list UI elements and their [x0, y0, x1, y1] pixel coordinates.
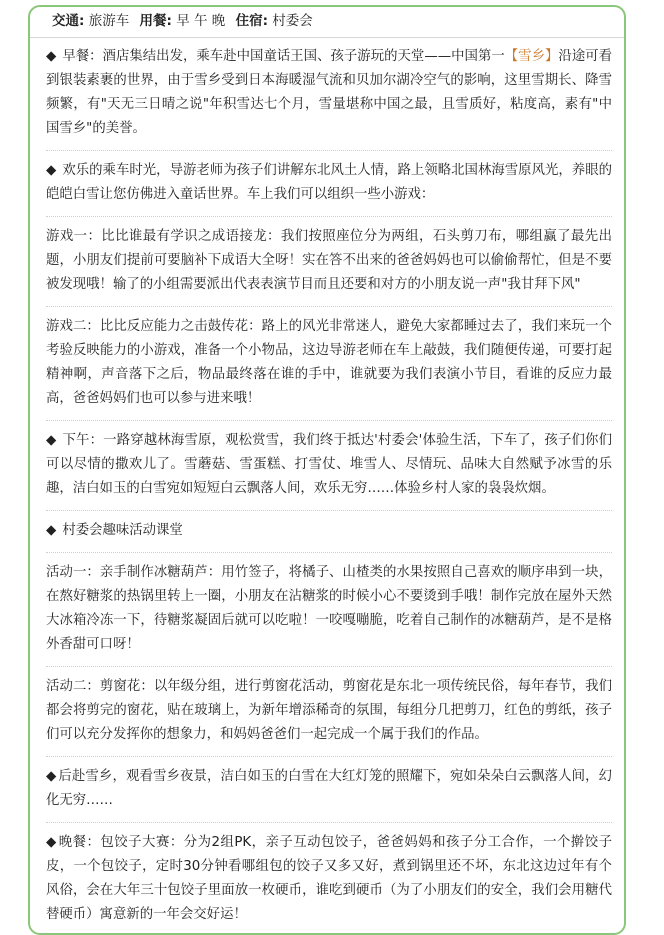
paragraph-activity-one	[46, 553, 612, 667]
paragraph-bus-ride	[46, 151, 612, 217]
paragraph-night-view	[46, 757, 612, 823]
diamond-bullet-icon: ◆	[46, 523, 57, 538]
diamond-bullet-icon: ◆	[46, 835, 57, 850]
paragraph-text: 村委会趣味活动课堂	[62, 523, 183, 538]
paragraph-text: 活动一：亲手制作冰糖葫芦：用竹签子，将橘子、山楂类的水果按照自己喜欢的顺序串到一块，在熬好糖浆的热锅里转上一圈，小朋友在沾糖浆的时候小心不要烫到手哦！制作完放在屋外天然大冰箱冷冻一下，待糖浆凝固后就可以吃啦！一咬嘎嘣脆，吃着自己制作的冰糖葫芦，是不是格外香甜可口呀！	[46, 565, 612, 652]
paragraph-afternoon	[46, 421, 612, 511]
lodging-info	[236, 13, 313, 29]
diamond-bullet-icon: ◆	[46, 433, 57, 448]
paragraph-game-two	[46, 307, 612, 421]
meals-info	[140, 13, 230, 29]
paragraph-text: 欢乐的乘车时光，导游老师为孩子们讲解东北风土人情，路上领略北国林海雪原风光，养眼的皑皑白雪让您仿佛进入童话世界。车上我们可以组织一些小游戏：	[46, 163, 612, 202]
itinerary-card	[28, 5, 626, 935]
diamond-bullet-icon: ◆	[46, 163, 57, 178]
paragraph-breakfast	[46, 37, 612, 151]
transport-info	[52, 13, 134, 29]
meals-label: 用餐:	[139, 13, 172, 29]
paragraph-text: 后赴雪乡，观看雪乡夜景，洁白如玉的白雪在大红灯笼的照耀下，宛如朵朵白云飘落人间，幻化无穷……	[46, 769, 612, 808]
paragraph-activity-class	[46, 511, 612, 553]
paragraph-game-one	[46, 217, 612, 307]
meals-value: 早 午 晚	[176, 13, 226, 29]
diamond-bullet-icon: ◆	[46, 769, 57, 784]
transport-value: 旅游车	[88, 13, 130, 29]
paragraph-text: 下午：一路穿越林海雪原，观松赏雪，我们终于抵达'村委会'体验生活，下车了，孩子们你们可以尽情的撒欢儿了。雪蘑菇、雪蛋糕、打雪仗、堆雪人、尽情玩、品味大自然赋予冰雪的乐趣，洁白如玉的白雪宛如短短白云飘落人间，欢乐无穷……体验乡村人家的袅袅炊烟。	[46, 433, 612, 496]
lodging-label: 住宿:	[235, 13, 268, 29]
paragraph-text: 晚餐：包饺子大赛：分为2组PK，亲子互动包饺子，爸爸妈妈和孩子分工合作，一个擀饺子皮，一个包饺子，定时30分钟看哪组包的饺子又多又好，煮到锅里还不坏，东北这边过年有个风俗，会在大年三十包饺子里面放一枚硬币，谁吃到硬币（为了小朋友们的安全，我们会用糖代替硬币）寓意新的一年会交好运！	[46, 835, 612, 922]
paragraph-activity-two	[46, 667, 612, 757]
paragraph-text: 游戏一：比比谁最有学识之成语接龙：我们按照座位分为两组，石头剪刀布，哪组赢了最先出题，小朋友们提前可要脑补下成语大全呀！实在答不出来的爸爸妈妈也可以偷偷帮忙，但是不要被发现哦！输了的小组需要派出代表表演节目而且还要和对方的小朋友说一声"我甘拜下风"	[46, 229, 612, 292]
paragraph-text: 游戏二：比比反应能力之击鼓传花：路上的风光非常迷人，避免大家都睡过去了，我们来玩一个考验反映能力的小游戏，准备一个小物品，这边导游老师在车上敲鼓，我们随便传递，可要打起精神啊，声音落下之后，物品最终落在谁的手中，谁就要为我们表演小节目，看谁的反应力最高，爸爸妈妈们也可以参与进来哦！	[46, 319, 612, 406]
day-info-bar	[30, 7, 624, 38]
lodging-value: 村委会	[272, 13, 313, 29]
itinerary-content	[46, 37, 612, 935]
transport-label: 交通:	[52, 13, 85, 29]
paragraph-dinner	[46, 823, 612, 935]
paragraph-text: 早餐：酒店集结出发，乘车赴中国童话王国、孩子游玩的天堂——中国第一	[62, 49, 505, 64]
paragraph-text-cont: 沿途可看到银装素裹的世界，由于雪乡受到日本海暖湿气流和贝加尔湖冷空气的影响，这里雪期长、降雪频繁，有"天无三日晴之说"年积雪达七个月，雪量堪称中国之最，且雪质好，粘度高，素有"中国雪乡"的美誉。	[46, 49, 613, 136]
snow-town-link[interactable]: 【雪乡】	[504, 49, 559, 64]
paragraph-text: 活动二：剪窗花：以年级分组，进行剪窗花活动，剪窗花是东北一项传统民俗，每年春节，我们都会将剪完的窗花，贴在玻璃上，为新年增添稀奇的氛围，每组分几把剪刀，红色的剪纸，孩子们可以充分发挥你的想象力，和妈妈爸爸们一起完成一个属于我们的作品。	[46, 679, 612, 742]
diamond-bullet-icon: ◆	[46, 49, 57, 64]
